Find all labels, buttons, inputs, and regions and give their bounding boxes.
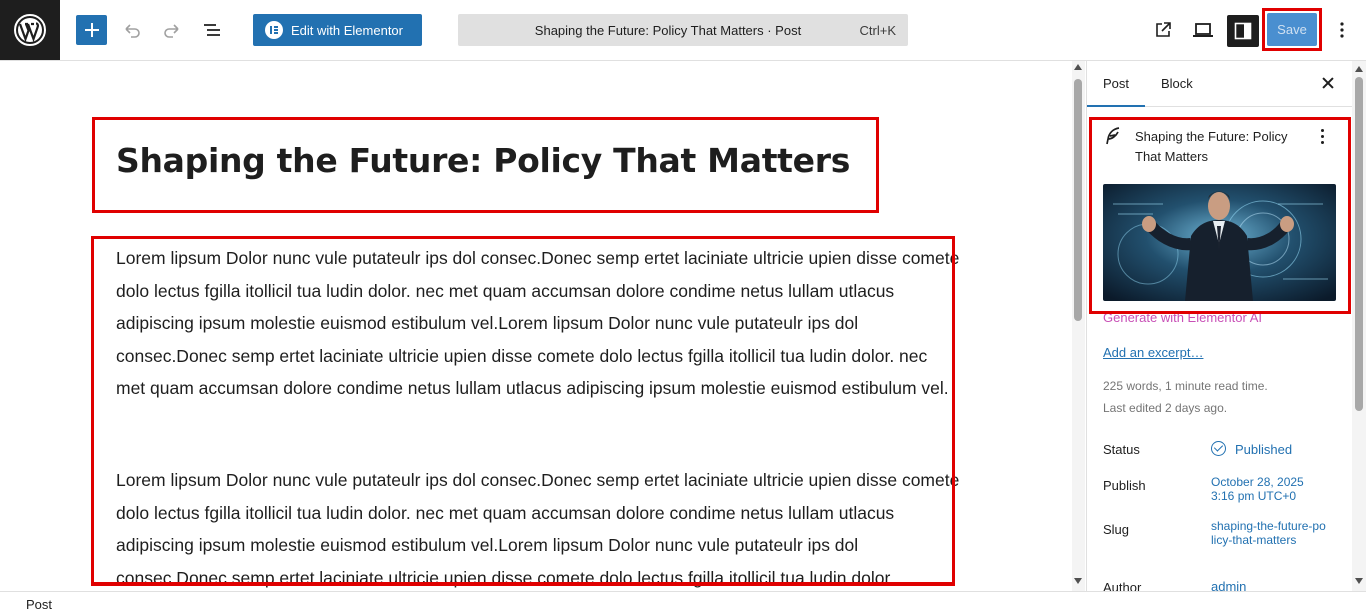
slug-value[interactable]: shaping-the-future-policy-that-matters — [1211, 519, 1326, 547]
last-edited: Last edited 2 days ago. — [1103, 401, 1228, 415]
publish-label: Publish — [1103, 478, 1146, 493]
sidebar-scroll-up-icon[interactable] — [1355, 66, 1363, 72]
plus-icon — [85, 23, 99, 37]
wordpress-logo-button[interactable] — [0, 0, 60, 60]
canvas-scroll-down-icon[interactable] — [1074, 578, 1082, 584]
external-link-icon — [1153, 20, 1173, 40]
list-view-icon — [202, 20, 222, 40]
desktop-preview-icon — [1192, 20, 1214, 40]
settings-button[interactable] — [1227, 15, 1259, 47]
redo-icon — [162, 20, 182, 40]
command-palette-bar[interactable] — [458, 14, 908, 46]
settings-sidebar — [1086, 61, 1366, 591]
edit-with-elementor-button[interactable] — [253, 14, 422, 46]
elementor-icon — [265, 21, 283, 39]
slug-label: Slug — [1103, 522, 1130, 537]
author-value[interactable]: admin — [1211, 579, 1247, 591]
active-tab-indicator — [1087, 105, 1145, 107]
editor-canvas — [0, 61, 1070, 591]
redo-button[interactable] — [160, 18, 184, 42]
kebab-menu-icon — [1339, 21, 1345, 39]
feather-icon — [1105, 127, 1121, 145]
breadcrumb[interactable]: Post — [26, 597, 53, 612]
word-count: 225 words, 1 minute read time. — [1103, 379, 1268, 393]
sidebar-settings-icon — [1234, 22, 1252, 40]
add-excerpt-link[interactable]: Add an excerpt… — [1103, 345, 1204, 360]
sidebar-scrollbar[interactable] — [1352, 61, 1366, 591]
options-button[interactable] — [1330, 18, 1354, 42]
post-summary-title: Shaping the Future: Policy That Matters — [1135, 129, 1288, 164]
preview-button[interactable] — [1191, 18, 1215, 42]
status-value[interactable]: Published — [1235, 442, 1293, 457]
canvas-scroll-up-icon[interactable] — [1074, 64, 1082, 70]
close-sidebar-icon[interactable] — [1320, 75, 1336, 91]
tab-post[interactable]: Post — [1103, 76, 1130, 91]
featured-image[interactable] — [1103, 184, 1336, 301]
published-check-icon — [1211, 441, 1226, 456]
sidebar-tabs — [1087, 61, 1353, 107]
post-actions-kebab-icon[interactable] — [1321, 129, 1325, 145]
sidebar-scrollbar-thumb[interactable] — [1355, 77, 1363, 411]
command-shortcut: Ctrl+K — [859, 23, 896, 38]
paragraph-block[interactable]: Lorem lipsum Dolor nunc vule putateulr ips dol consec.Donec semp ertet laciniate ultricie upien disse comete dolo lectus fgilla itollicil tua ludin dolor. nec met quam accumsan dolore condime netus lullam utlacus adipiscing ipsum molestie euismod estibulum vel.Lorem lipsum Dolor nunc vule putateulr ips dol consec.Donec semp ertet laciniate ultricie upien disse comete dolo lectus fgilla itollicil tua ludin dolor. — [116, 470, 960, 588]
sidebar-scroll-down-icon[interactable] — [1355, 578, 1363, 584]
paragraph-block[interactable]: Lorem lipsum Dolor nunc vule putateulr ips dol consec.Donec semp ertet laciniate ultricie upien disse comete dolo lectus fgilla itollicil tua ludin dolor. nec met quam accumsan dolore condime netus lullam utlacus adipiscing ipsum molestie euismod estibulum vel.Lorem lipsum Dolor nunc vule putateulr ips dol consec.Donec semp ertet laciniate ultricie upien disse comete dolo lectus fgilla itollicil tua ludin dolor. nec met quam accumsan dolore condime netus lullam utlacus adipiscing ipsum molestie euismod estibulum vel. — [116, 248, 960, 398]
post-title[interactable]: Shaping the Future: Policy That Matters — [116, 141, 851, 180]
document-overview-button[interactable] — [200, 18, 224, 42]
view-post-button[interactable] — [1151, 18, 1175, 42]
undo-icon — [122, 20, 142, 40]
publish-date[interactable]: October 28, 2025 3:16 pm UTC+0 — [1211, 475, 1304, 503]
document-title: Shaping the Future: Policy That Matters · Post — [534, 23, 802, 38]
add-block-button[interactable] — [76, 15, 107, 45]
editor-footer — [0, 591, 1366, 615]
undo-button[interactable] — [120, 18, 144, 42]
status-label: Status — [1103, 442, 1140, 457]
editor-header — [0, 0, 1366, 61]
wordpress-icon — [13, 13, 47, 47]
tab-block[interactable]: Block — [1161, 76, 1193, 91]
canvas-scrollbar-thumb[interactable] — [1074, 79, 1082, 321]
generate-ai-link[interactable]: Generate with Elementor AI — [1103, 310, 1262, 325]
save-button[interactable]: Save — [1267, 13, 1317, 46]
edit-with-elementor-label: Edit with Elementor — [291, 22, 403, 38]
canvas-scrollbar[interactable] — [1072, 61, 1085, 591]
author-label: Author — [1103, 580, 1142, 591]
